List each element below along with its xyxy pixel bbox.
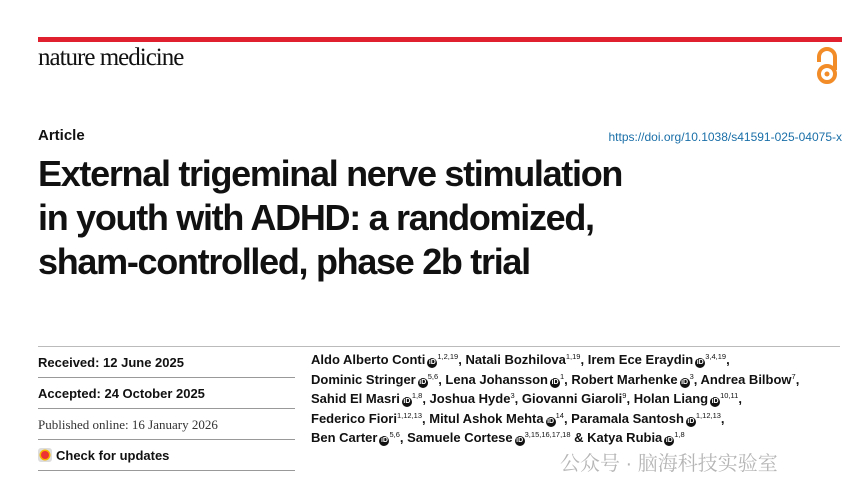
affiliation-numbers[interactable]: 1: [560, 371, 565, 381]
separator: ,: [422, 391, 430, 407]
affiliation-numbers[interactable]: 7: [791, 371, 796, 381]
author-line: [311, 350, 799, 370]
separator: ,: [399, 430, 408, 446]
orcid-icon[interactable]: iD: [551, 378, 559, 386]
separator: &: [570, 430, 588, 446]
published-date: Published online: 16 January 2026: [38, 409, 295, 440]
author-name[interactable]: Irem Ece Eraydin: [587, 352, 694, 367]
orcid-icon[interactable]: iD: [687, 417, 695, 425]
check-for-updates-button[interactable]: [38, 440, 295, 471]
separator: ,: [514, 391, 522, 407]
open-access-icon: [812, 46, 842, 86]
orcid-icon[interactable]: iD: [516, 437, 524, 445]
author-name[interactable]: Holan Liang: [633, 391, 709, 407]
orcid-icon[interactable]: iD: [711, 398, 719, 406]
check-for-updates-label: Check for updates: [56, 447, 170, 463]
title-line: sham-controlled, phase 2b trial: [38, 241, 530, 282]
separator: ,: [693, 371, 701, 387]
affiliation-numbers[interactable]: 5,6: [427, 371, 439, 381]
author-name[interactable]: Paramala Santosh: [571, 410, 684, 426]
orcid-icon[interactable]: iD: [403, 398, 411, 406]
affiliation-numbers[interactable]: 3: [689, 371, 694, 381]
author-name[interactable]: Lena Johansson: [445, 371, 548, 387]
orcid-icon[interactable]: iD: [419, 378, 427, 386]
affiliation-numbers[interactable]: 1,8: [411, 391, 423, 401]
author-name[interactable]: Andrea Bilbow: [700, 371, 792, 387]
separator: ,: [564, 371, 572, 387]
separator: ,: [563, 410, 572, 426]
affiliation-numbers[interactable]: 1,2,19: [437, 352, 459, 361]
affiliation-numbers[interactable]: 14: [555, 410, 564, 420]
orcid-icon[interactable]: iD: [380, 437, 388, 445]
journal-logo[interactable]: nature medicine: [38, 44, 184, 71]
title-line: in youth with ADHD: a randomized,: [38, 197, 594, 238]
accepted-date: Accepted: 24 October 2025: [38, 378, 295, 409]
watermark: 公众号 · 脑海科技实验室: [560, 453, 778, 475]
separator: ,: [458, 352, 466, 367]
affiliation-numbers[interactable]: 1,12,13: [695, 410, 721, 420]
separator: ,: [422, 410, 430, 426]
crossmark-icon: [38, 448, 52, 462]
separator: ,: [726, 352, 730, 367]
author-list: [311, 350, 799, 448]
author-name[interactable]: Katya Rubia: [587, 430, 663, 446]
author-name[interactable]: Federico Fiori: [311, 410, 397, 426]
orcid-icon[interactable]: iD: [547, 417, 555, 425]
orcid-icon[interactable]: iD: [696, 359, 704, 366]
affiliation-numbers[interactable]: 10,11: [720, 391, 739, 401]
orcid-icon[interactable]: iD: [428, 359, 436, 366]
separator: ,: [738, 391, 742, 407]
article-type: Article: [38, 127, 85, 144]
article-title: [38, 152, 798, 284]
author-name[interactable]: Aldo Alberto Conti: [311, 352, 426, 367]
affiliation-numbers[interactable]: 3: [510, 391, 515, 401]
author-name[interactable]: Joshua Hyde: [429, 391, 511, 407]
affiliation-numbers[interactable]: 1,12,13: [396, 410, 422, 420]
separator: ,: [720, 410, 725, 426]
author-name[interactable]: Giovanni Giaroli: [521, 391, 623, 407]
author-name[interactable]: Ben Carter: [311, 430, 378, 446]
orcid-icon[interactable]: iD: [681, 378, 689, 386]
author-name[interactable]: Samuele Cortese: [407, 430, 513, 446]
separator: ,: [795, 371, 800, 387]
author-name[interactable]: Robert Marhenke: [571, 371, 678, 387]
author-line: [311, 409, 799, 429]
author-line: [311, 428, 799, 448]
affiliation-numbers[interactable]: 3,4,19: [705, 352, 727, 361]
affiliation-numbers[interactable]: 9: [622, 391, 627, 401]
affiliation-numbers[interactable]: 1,19: [565, 352, 581, 361]
author-name[interactable]: Mitul Ashok Mehta: [429, 410, 544, 426]
received-date: Received: 12 June 2025: [38, 347, 295, 378]
affiliation-numbers[interactable]: 1,8: [674, 430, 685, 440]
orcid-icon[interactable]: iD: [665, 437, 673, 445]
author-name[interactable]: Dominic Stringer: [311, 371, 416, 387]
separator: ,: [626, 391, 634, 407]
affiliation-numbers[interactable]: 5,6: [389, 430, 400, 440]
journal-top-bar: [38, 37, 842, 42]
title-line: External trigeminal nerve stimulation: [38, 153, 623, 194]
article-dates: [38, 347, 295, 471]
author-name[interactable]: Sahid El Masri: [311, 391, 400, 407]
author-line: [311, 370, 799, 390]
author-line: [311, 389, 799, 409]
affiliation-numbers[interactable]: 3,15,16,17,18: [524, 430, 571, 440]
separator: ,: [438, 371, 446, 387]
separator: ,: [580, 352, 588, 367]
doi-link[interactable]: https://doi.org/10.1038/s41591-025-04075-x: [608, 130, 842, 144]
author-name[interactable]: Natali Bozhilova: [465, 352, 566, 367]
